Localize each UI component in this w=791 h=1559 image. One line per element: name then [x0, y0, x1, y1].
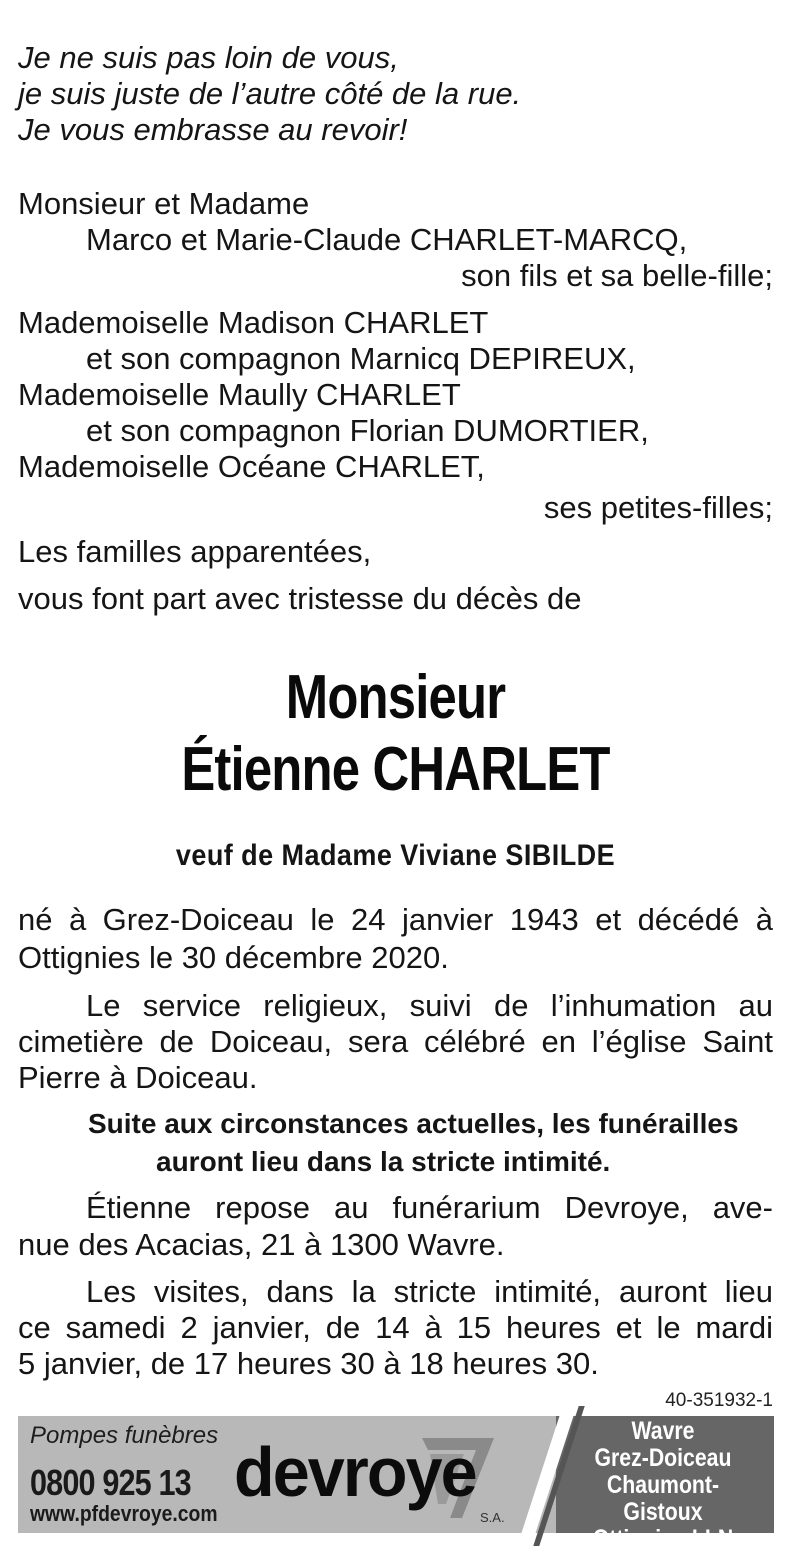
details-p4c: 5 janvier, de 17 heures 30 à 18 heures 30. — [18, 1346, 599, 1381]
family-line-5: et son compagnon Marnicq DEPIREUX, — [86, 341, 636, 376]
family-line-3: son fils et sa belle-fille; — [461, 258, 773, 293]
details-p4b: ce samedi 2 janvier, de 14 à 15 heures et le mardi — [18, 1310, 773, 1345]
notice-line-2: auront lieu dans la stricte intimité. — [156, 1146, 611, 1177]
family-line-2: Marco et Marie-Claude CHARLET-MARCQ, — [86, 222, 688, 257]
family-line-4: Mademoiselle Madison CHARLET — [18, 305, 489, 340]
notice-line-1: Suite aux circonstances actuelles, les funérailles — [88, 1108, 739, 1139]
family-line-8: Mademoiselle Océane CHARLET, — [18, 449, 485, 484]
city-chaumont-gistoux: Chaumont-Gistoux — [606, 1471, 720, 1526]
devroye-logo: devroye — [234, 1433, 476, 1511]
city-wavre: Wavre — [631, 1417, 695, 1445]
deceased-name: Étienne CHARLET — [181, 735, 610, 804]
details-p3b: nue des Acacias, 21 à 1300 Wavre. — [18, 1227, 505, 1262]
poem-line-2: je suis juste de l’autre côté de la rue. — [18, 76, 522, 111]
family-line-10: Les familles apparentées, — [18, 534, 372, 569]
family-line-11: vous font part avec tristesse du décès de — [18, 581, 582, 616]
phone-number: 0800 925 13 — [30, 1462, 191, 1503]
details-p2c: Pierre à Doiceau. — [18, 1060, 258, 1095]
pompes-funebres-label: Pompes funèbres — [30, 1422, 219, 1449]
widow-line: veuf de Madame Viviane SIBILDE — [175, 839, 616, 872]
reference-number: 40-351932-1 — [665, 1390, 773, 1411]
poem-line-3: Je vous embrasse au revoir! — [18, 112, 408, 147]
city-list — [558, 1418, 768, 1553]
family-line-7: et son compagnon Florian DUMORTIER, — [86, 413, 649, 448]
details-p1b: Ottignies le 30 décembre 2020. — [18, 940, 449, 975]
city-grez-doiceau: Grez-Doiceau — [594, 1444, 732, 1472]
sa-label: S.A. — [480, 1510, 505, 1525]
deceased-title: Monsieur — [285, 663, 506, 732]
details-p2b: cimetière de Doiceau, sera célébré en l’église Saint — [18, 1024, 773, 1059]
website-url: www.pfdevroye.com — [30, 1501, 218, 1526]
family-line-1: Monsieur et Madame — [18, 186, 310, 221]
city-ottignies-lln: Ottignies-LLN — [592, 1525, 734, 1553]
details-p4a: Les visites, dans la stricte intimité, auront lieu — [86, 1274, 773, 1309]
details-p1a: né à Grez-Doiceau le 24 janvier 1943 et décédé à — [18, 902, 773, 937]
family-line-6: Mademoiselle Maully CHARLET — [18, 377, 461, 412]
funeral-home-banner — [18, 1416, 774, 1553]
details-p3a: Étienne repose au funérarium Devroye, ave- — [86, 1190, 773, 1225]
details-p2a: Le service religieux, suivi de l’inhumation au — [86, 988, 773, 1023]
family-line-9: ses petites-filles; — [543, 490, 773, 525]
poem-line-1: Je ne suis pas loin de vous, — [18, 40, 399, 75]
